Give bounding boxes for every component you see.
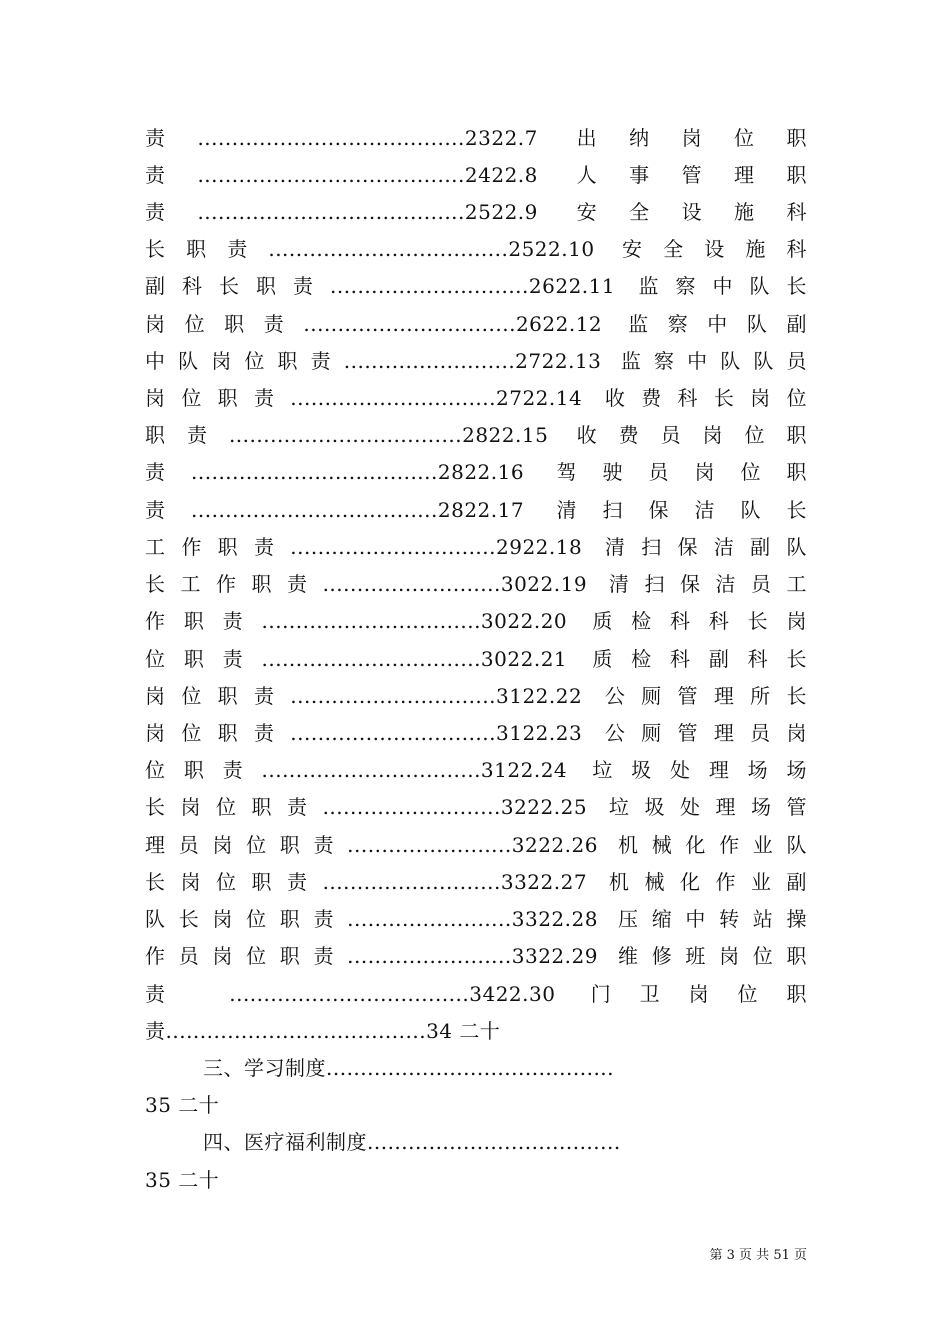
toc-line: 理员岗位职责........................3222.26 机械化作业队 <box>145 833 807 857</box>
toc-line: 岗位职责..............................3122.23 公厕管理员岗 <box>145 721 807 745</box>
page-footer: 第 3 页 共 51 页 <box>709 1248 807 1263</box>
toc-line: 长职责...................................2522.10 安全设施科 <box>145 237 807 261</box>
section-title: 四、医疗福利制度..................................... <box>203 1130 621 1154</box>
toc-line: 长岗位职责..........................3322.27 机械化作业副 <box>145 870 807 894</box>
toc-line: 岗位职责..............................2722.14 收费科长岗位 <box>145 386 807 410</box>
toc-line: 岗位职责...............................2622.12 监察中队副 <box>145 312 807 336</box>
toc-line: 职责..................................2822.15 收费员岗位职 <box>145 423 807 447</box>
toc-line: 责....................................2822.16 驾驶员岗位职 <box>145 460 807 484</box>
toc-line: 队长岗位职责........................3322.28 压缩中转站操 <box>145 907 807 931</box>
toc-line: 责 ...................................3422.30 门卫岗位职 <box>145 982 807 1006</box>
toc-line: 长岗位职责..........................3222.25 垃圾处理场管 <box>145 795 807 819</box>
section-page: 35 二十 <box>145 1168 220 1192</box>
section-page: 35 二十 <box>145 1093 220 1117</box>
toc-line: 责.......................................2522.9 安全设施科 <box>145 200 807 224</box>
toc-line: 责.......................................2322.7 出纳岗位职 <box>145 126 807 150</box>
section-title: 三、学习制度.......................................... <box>203 1056 615 1080</box>
toc-line: 工作职责..............................2922.18 清扫保洁副队 <box>145 535 807 559</box>
toc-line: 中队岗位职责.........................2722.13 监察中队队员 <box>145 349 807 373</box>
toc-line: 长工作职责..........................3022.19 清扫保洁员工 <box>145 572 807 596</box>
toc-line: 位职责................................3122.24 垃圾处理场场 <box>145 758 807 782</box>
toc-line: 作员岗位职责........................3322.29 维修班岗位职 <box>145 944 807 968</box>
toc-line: 责......................................34 二十 <box>145 1019 501 1043</box>
toc-line: 副科长职责.............................2622.11 监察中队长 <box>145 274 807 298</box>
toc-line: 岗位职责..............................3122.22 公厕管理所长 <box>145 684 807 708</box>
toc-line: 责.......................................2422.8 人事管理职 <box>145 163 807 187</box>
toc-line: 作职责................................3022.20 质检科科长岗 <box>145 609 807 633</box>
toc-line: 位职责................................3022.21 质检科副科长 <box>145 647 807 671</box>
toc-line: 责....................................2822.17 清扫保洁队长 <box>145 498 807 522</box>
